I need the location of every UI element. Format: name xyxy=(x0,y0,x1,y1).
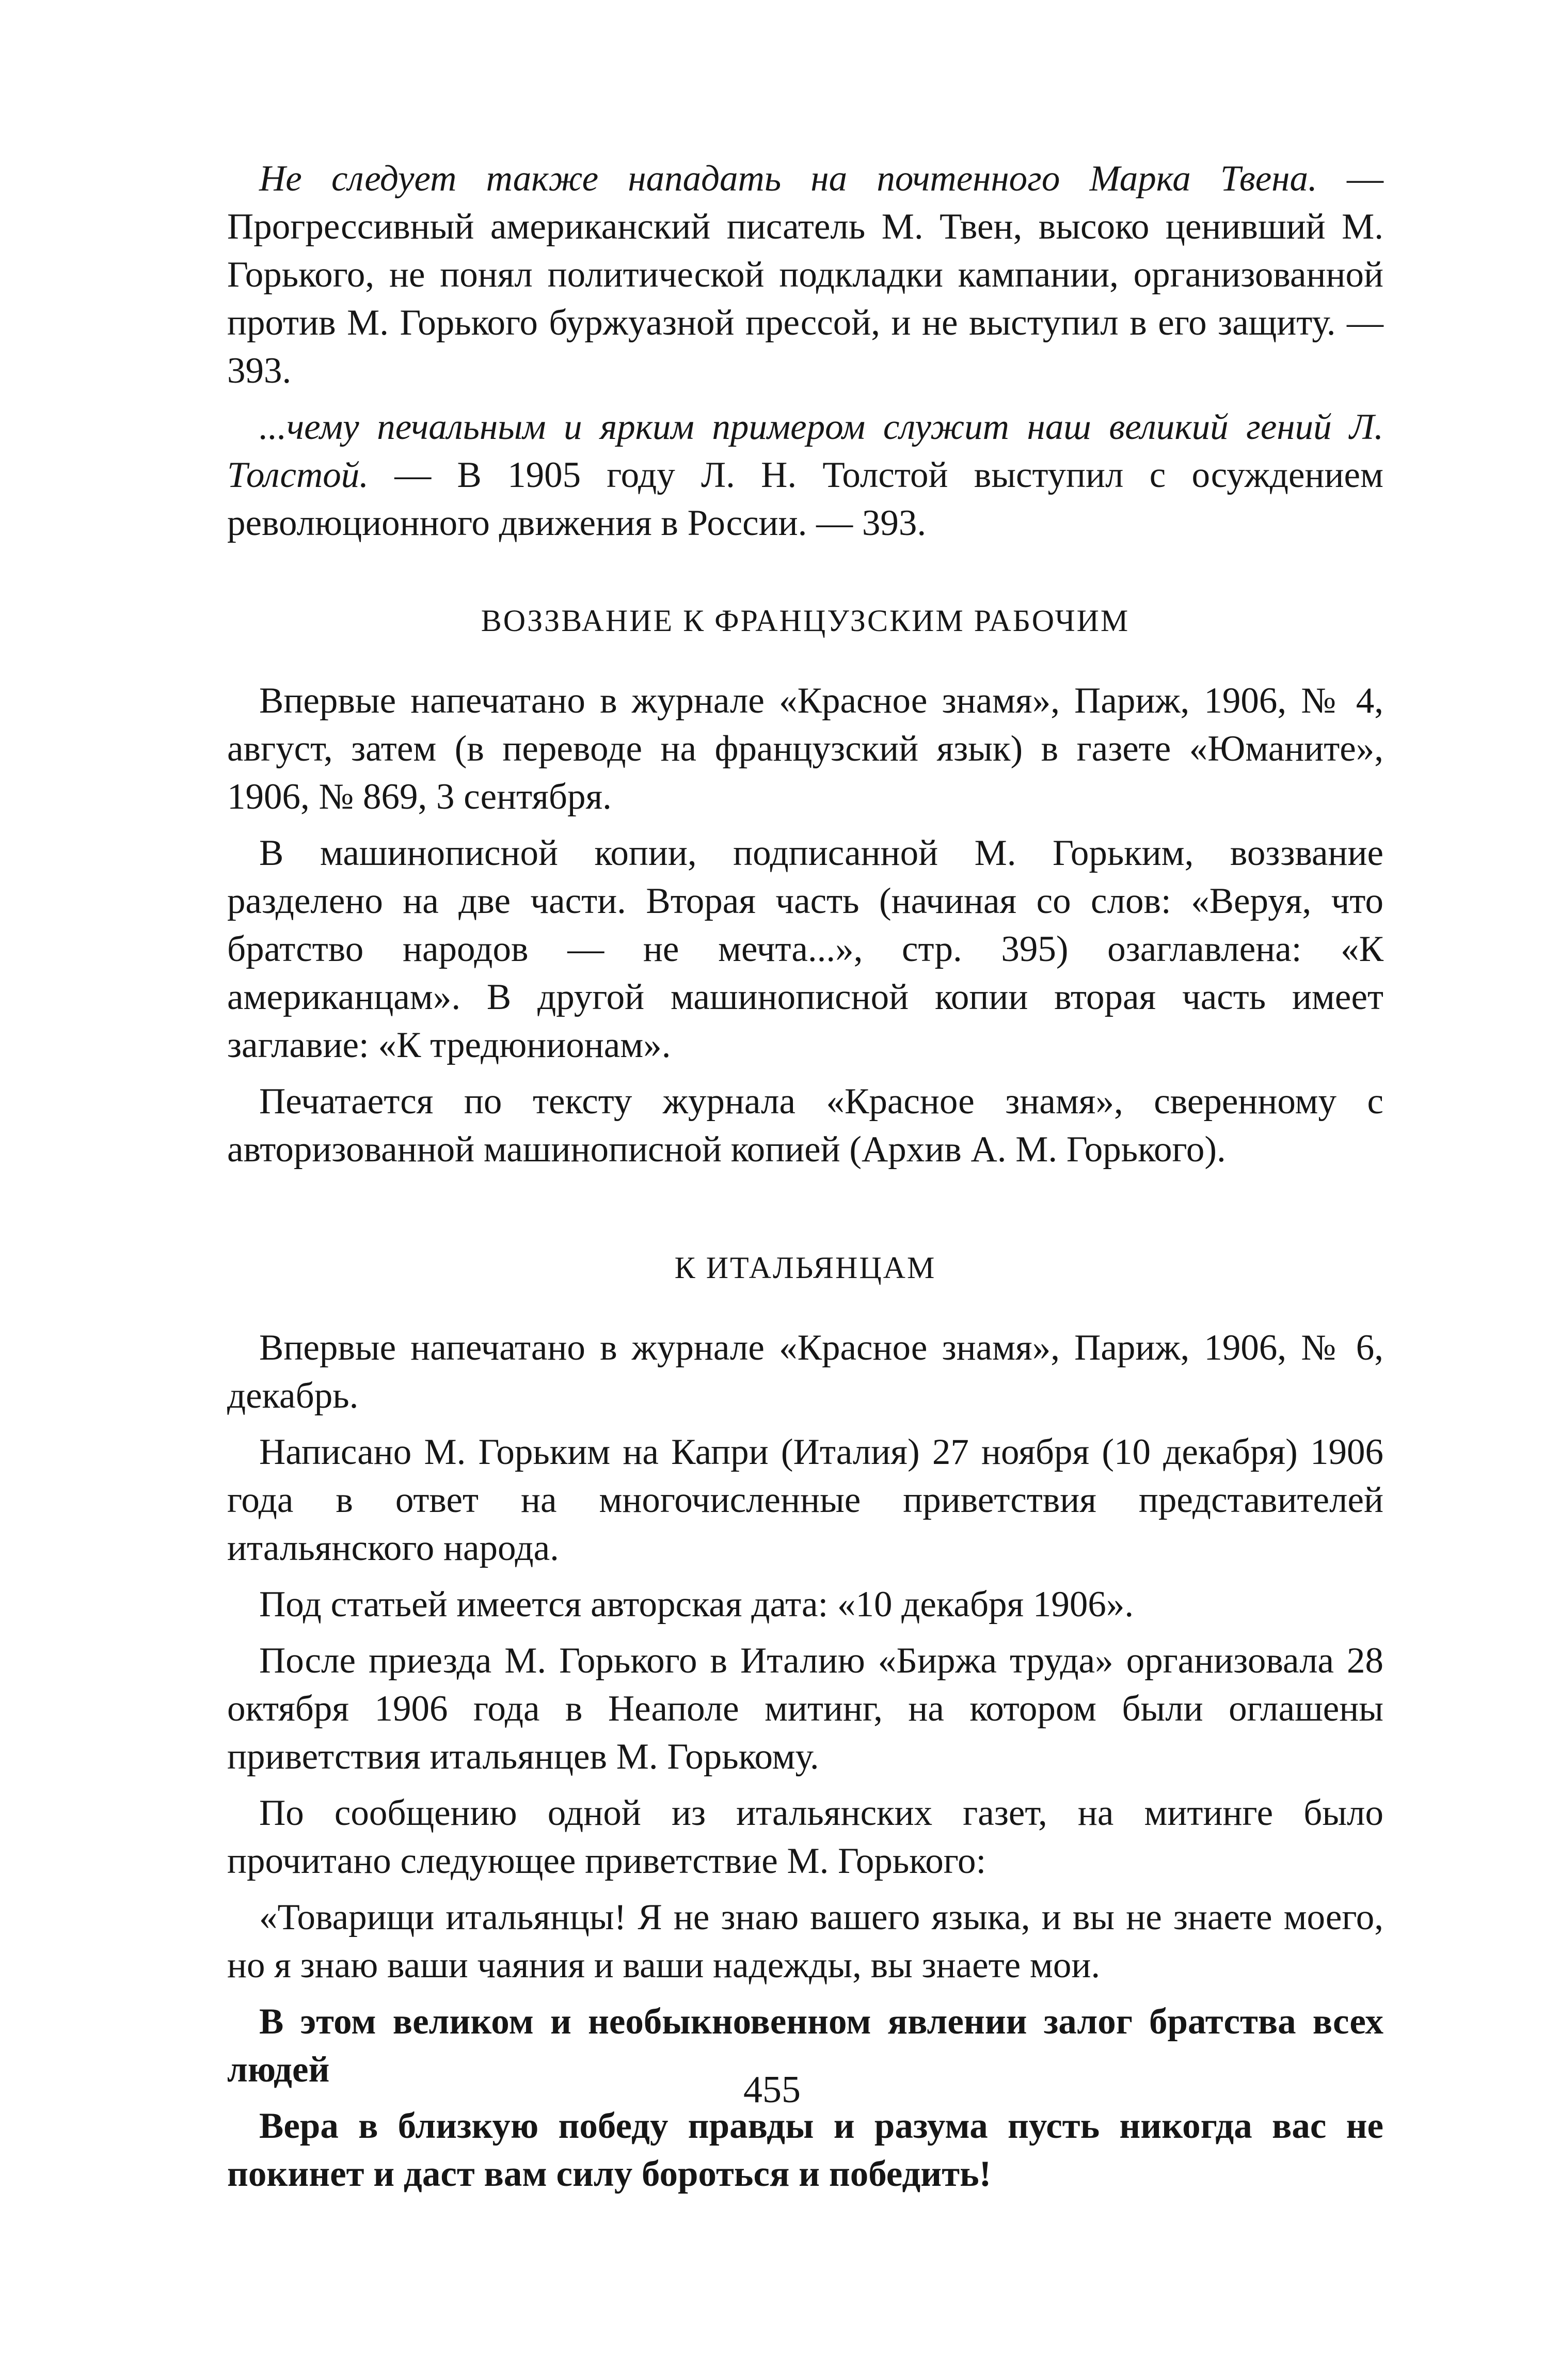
paragraph: Под статьей имеется авторская дата: «10 декабря 1906». xyxy=(259,1584,1134,1625)
note-text: — В 1905 году Л. Н. Толстой выступил с осуждением революционного движения в России. — 393. xyxy=(227,455,1383,543)
note-text: — Прогрессивный американский писатель М. Твен, высоко ценивший М. Горького, не понял политической подкладки кампании, организованной против М. Горького буржуазной прессой, и не выступил в его защиту. — 393. xyxy=(227,159,1384,391)
paragraph: Печатается по тексту журнала «Красное знамя», сверенному с авторизованной машинописной копией (Архив А. М. Горького). xyxy=(227,1081,1383,1170)
paragraph: В машинописной копии, подписанной М. Горьким, воззвание разделено на две части. Вторая часть (начиная со слов: «Веруя, что братство народов — не мечта...», стр. 395) озаглавлена: «К американцам». В другой машинописной копии вторая часть имеет заглавие: «К тредюнионам». xyxy=(227,833,1383,1065)
paragraph: Впервые напечатано в журнале «Красное знамя», Париж, 1906, № 6, декабрь. xyxy=(227,1328,1383,1416)
note-mark-twain xyxy=(227,155,1383,395)
paragraph: Написано М. Горьким на Капри (Италия) 27 ноября (10 декабря) 1906 года в ответ на многочисленные приветствия представителей итальянского народа. xyxy=(227,1432,1383,1568)
page-content xyxy=(227,155,1383,2206)
quote-paragraph: Вера в близкую победу правды и разума пусть никогда вас не покинет и даст вам силу бороться и победить! xyxy=(227,2106,1383,2194)
section-heading-italians: К ИТАЛЬЯНЦАМ xyxy=(674,1251,936,1285)
note-quote: Не следует также нападать на почтенного Марка Твена. xyxy=(259,159,1317,199)
page-number: 455 xyxy=(743,2069,801,2111)
note-quote: ...чему печальным и ярким примером служит наш великий гений Л. Толстой. xyxy=(227,407,1383,495)
quote-paragraph: «Товарищи итальянцы! Я не знаю вашего языка, и вы не знаете моего, но я знаю ваши чаяния и ваши надежды, вы знаете мои. xyxy=(227,1897,1383,1985)
quote-paragraph: В этом великом и необыкновенном явлении залог братства всех людей xyxy=(227,2001,1383,2090)
paragraph: По сообщению одной из итальянских газет, на митинге было прочитано следующее приветствие М. Горького: xyxy=(227,1793,1383,1881)
paragraph: Впервые напечатано в журнале «Красное знамя», Париж, 1906, № 4, август, затем (в переводе на французский язык) в газете «Юманите», 1906, № 869, 3 сентября. xyxy=(227,681,1383,817)
section-heading-french-workers: ВОЗЗВАНИЕ К ФРАНЦУЗСКИМ РАБОЧИМ xyxy=(481,604,1130,638)
paragraph: После приезда М. Горького в Италию «Биржа труда» организовала 28 октября 1906 года в Неаполе митинг, на котором были оглашены приветствия итальянцев М. Горькому. xyxy=(227,1641,1383,1777)
note-tolstoy xyxy=(227,403,1383,547)
